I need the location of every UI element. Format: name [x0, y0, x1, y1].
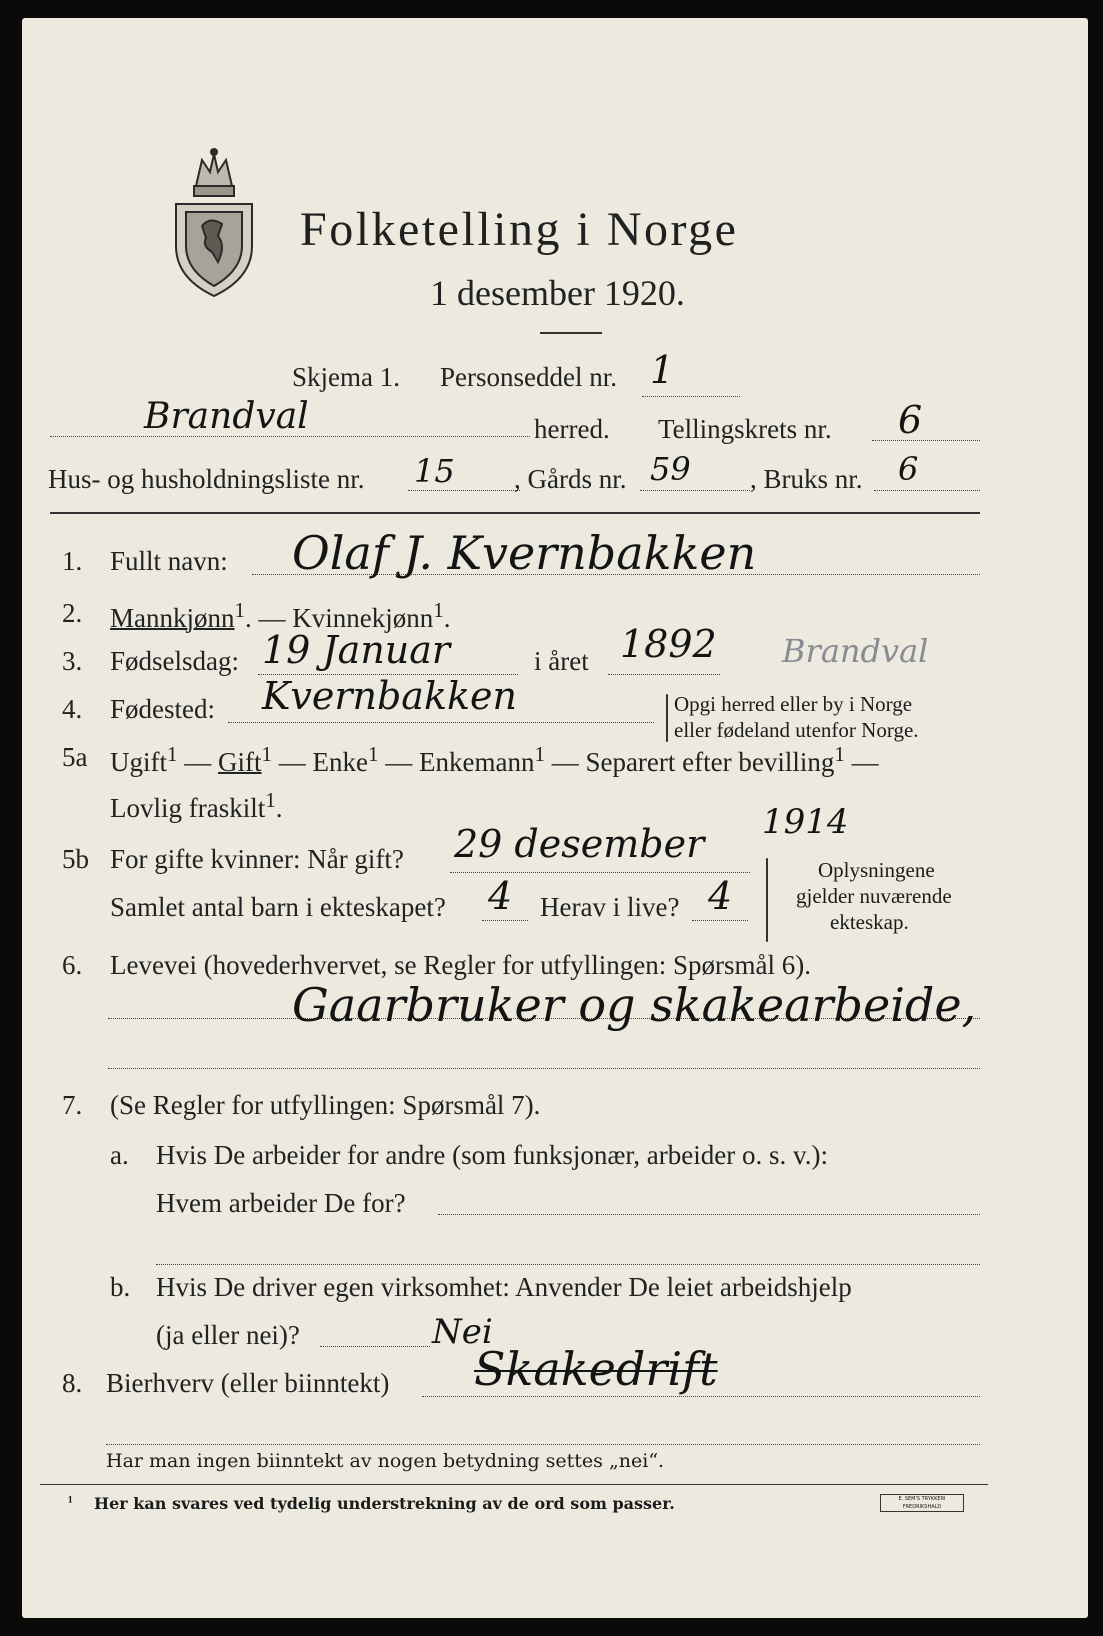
option-male-underlined[interactable]: Mannkjønn — [110, 603, 235, 633]
option-ugift[interactable]: Ugift — [110, 747, 167, 777]
q5a-line2: Lovlig fraskilt$^1$. — [110, 788, 283, 823]
children-count-value[interactable]: 4 — [488, 874, 513, 918]
option-female[interactable]: Kvinnekjønn — [292, 603, 434, 633]
q1-label: Fullt navn: — [110, 546, 228, 576]
personseddel-label: Personseddel nr. — [440, 362, 617, 392]
tellingskrets-value[interactable]: 6 — [898, 398, 923, 442]
q7b-text: Hvis De driver egen virksomhet: Anvender De leiet arbeidshjelp — [156, 1272, 852, 1302]
footer-divider — [40, 1484, 988, 1485]
q7a-question: Hvem arbeider De for? — [156, 1188, 406, 1218]
full-name-value[interactable]: Olaf J. Kvernbakken — [292, 526, 757, 580]
living-label: Herav i live? — [540, 892, 680, 922]
married-year-value[interactable]: 1914 — [762, 802, 849, 842]
birthday-value[interactable]: 19 Januar — [262, 628, 451, 672]
section-divider — [50, 512, 980, 514]
title-divider — [540, 332, 602, 334]
census-form-page — [22, 18, 1088, 1618]
census-date: 1 desember 1920. — [430, 273, 685, 313]
q8-number: 8. — [62, 1368, 83, 1398]
option-lovlig-fraskilt[interactable]: Lovlig fraskilt — [110, 793, 266, 823]
q7b-number: b. — [110, 1272, 131, 1302]
tellingskrets-label: Tellingskrets nr. — [658, 414, 832, 444]
q3-label: Fødselsdag: — [110, 646, 240, 676]
q5a-number: 5a — [62, 742, 88, 772]
form-title: Folketelling i Norge — [300, 203, 739, 256]
occupation-value[interactable]: Gaarbruker og skakearbeide, — [292, 978, 977, 1032]
q1-number: 1. — [62, 546, 83, 576]
barn-label: Samlet antal barn i ekteskapet? — [110, 892, 446, 922]
hus-label: Hus- og husholdningsliste nr. — [48, 464, 365, 494]
q7a-text: Hvis De arbeider for andre (som funksjonær, arbeider o. s. v.): — [156, 1140, 828, 1170]
gards-value[interactable]: 59 — [650, 450, 691, 488]
q5b-number: 5b — [62, 844, 89, 874]
q5b-note-line2: gjelder nuværende — [796, 884, 952, 908]
married-when-value[interactable]: 29 desember — [454, 822, 705, 866]
q6-number: 6. — [62, 950, 83, 980]
q8-label: Bierhverv (eller biinntekt) — [106, 1368, 390, 1398]
q5a-marital-options: Ugift$^1$ — Gift$^1$ — Enke$^1$ — Enkemann$^1$ — Separert efter bevilling$^1$ — — [110, 742, 879, 777]
q7b-question: (ja eller nei)? — [156, 1320, 300, 1350]
option-gift-underlined[interactable]: Gift — [218, 747, 262, 777]
q3-number: 3. — [62, 646, 83, 676]
q4-label: Fødested: — [110, 694, 215, 724]
norway-coat-of-arms-icon — [172, 146, 256, 298]
option-separert[interactable]: Separert efter bevilling — [585, 747, 835, 777]
q2-number: 2. — [62, 598, 83, 628]
footer-note: Har man ingen biinntekt av nogen betydning settes „nei“. — [106, 1450, 665, 1472]
q5b-note-line1: Oplysningene — [818, 858, 935, 882]
printer-stamp: E. SEM'S TRYKKERI FREDRIKSHALD — [880, 1494, 964, 1512]
side-income-value[interactable]: Skakedrift — [474, 1342, 718, 1396]
birthplace-value[interactable]: Kvernbakken — [262, 674, 517, 718]
footnote-mark: ¹ — [68, 1494, 73, 1511]
q4-note-line2: eller fødeland utenfor Norge. — [674, 718, 919, 742]
children-living-value[interactable]: 4 — [708, 874, 733, 918]
gards-label: , Gårds nr. — [514, 464, 627, 494]
q5b-label: For gifte kvinner: Når gift? — [110, 844, 404, 874]
bruks-value[interactable]: 6 — [898, 450, 919, 488]
q5b-note-line3: ekteskap. — [830, 910, 909, 934]
option-enke[interactable]: Enke — [312, 747, 368, 777]
q7a-number: a. — [110, 1140, 129, 1170]
employer-field[interactable] — [438, 1214, 980, 1215]
birth-annotation-pencil: Brandval — [782, 632, 929, 670]
q4-number: 4. — [62, 694, 83, 724]
herred-value[interactable]: Brandval — [144, 396, 309, 437]
year-label: i året — [534, 646, 589, 676]
q6-label: Levevei (hovederhvervet, se Regler for utfyllingen: Spørsmål 6). — [110, 950, 812, 980]
hired-help-value[interactable]: Nei — [432, 1312, 493, 1352]
personseddel-value[interactable]: 1 — [650, 348, 675, 392]
schema-label: Skjema 1. — [292, 362, 400, 392]
q7-number: 7. — [62, 1090, 83, 1120]
birth-year-value[interactable]: 1892 — [620, 622, 717, 666]
q4-note-line1: Opgi herred eller by i Norge — [674, 692, 913, 716]
hus-value[interactable]: 15 — [414, 452, 455, 490]
q2-sex-options: Mannkjønn$^1$. — Kvinnekjønn$^1$. — [110, 598, 451, 633]
bruks-label: , Bruks nr. — [750, 464, 863, 494]
q7-label: (Se Regler for utfyllingen: Spørsmål 7). — [110, 1090, 541, 1120]
option-enkemann[interactable]: Enkemann — [418, 747, 535, 777]
footnote-text: Her kan svares ved tydelig understrekning av de ord som passer. — [94, 1494, 675, 1513]
herred-label: herred. — [534, 414, 610, 444]
